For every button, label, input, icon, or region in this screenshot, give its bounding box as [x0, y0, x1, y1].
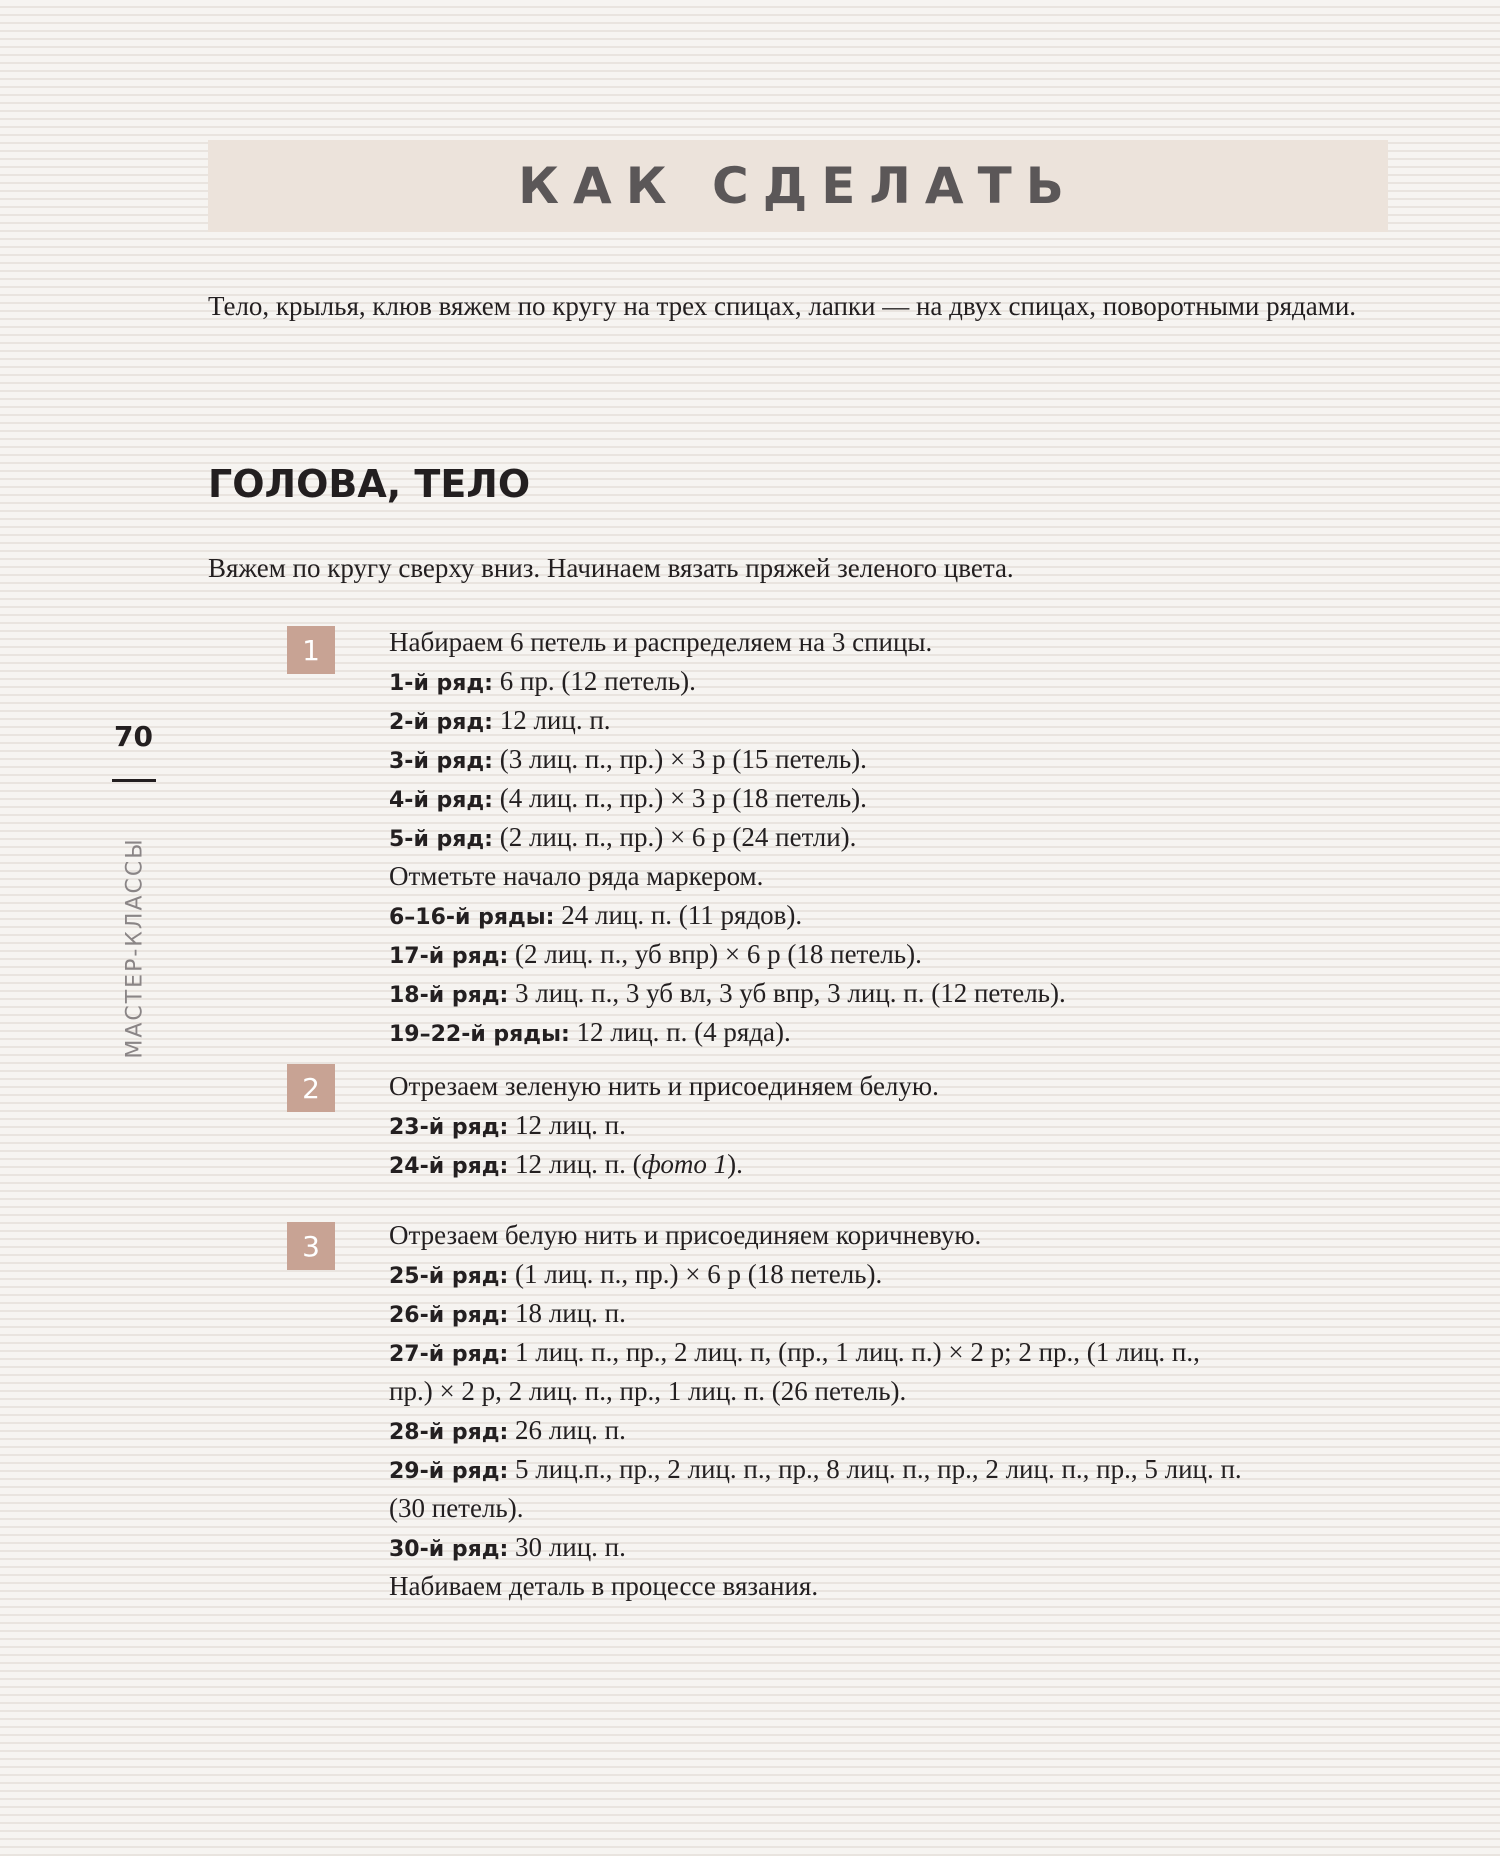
instruction-line [389, 858, 1389, 897]
row-label: 19–22-й ряды: [389, 1022, 570, 1047]
instruction-line [389, 1217, 1389, 1256]
instruction-line [389, 780, 1389, 819]
row-text: 12 лиц. п. [508, 1110, 626, 1140]
row-label: 17-й ряд: [389, 944, 509, 969]
step-number-badge: 3 [287, 1222, 335, 1270]
row-text: 12 лиц. п. (фото 1). [508, 1149, 743, 1179]
row-text: Набираем 6 петель и распределяем на 3 спицы. [389, 627, 933, 657]
instruction-line [389, 1256, 1389, 1295]
row-label: 26-й ряд: [389, 1303, 509, 1328]
instruction-line [389, 1107, 1389, 1146]
row-text: 1 лиц. п., пр., 2 лиц. п, (пр., 1 лиц. п.) × 2 р; 2 пр., (1 лиц. п., [508, 1337, 1200, 1367]
row-label: 2-й ряд: [389, 710, 493, 735]
row-label: 30-й ряд: [389, 1537, 509, 1562]
row-text: 30 лиц. п. [508, 1532, 626, 1562]
row-label: 4-й ряд: [389, 788, 493, 813]
row-text: (30 петель). [389, 1493, 524, 1523]
row-text: 3 лиц. п., 3 уб вл, 3 уб впр, 3 лиц. п. (12 петель). [508, 978, 1066, 1008]
title-banner [208, 140, 1388, 232]
step-number-badge: 1 [287, 626, 335, 674]
row-label: 3-й ряд: [389, 749, 493, 774]
instruction-line [389, 1451, 1389, 1490]
section-heading: ГОЛОВА, ТЕЛО [208, 462, 531, 506]
step-instructions [389, 1217, 1389, 1607]
page-number-rule [112, 779, 156, 782]
row-text: 18 лиц. п. [508, 1298, 626, 1328]
instruction-line [389, 1146, 1389, 1185]
page-number: 70 [114, 720, 153, 753]
row-text: пр.) × 2 р, 2 лиц. п., пр., 1 лиц. п. (26 петель). [389, 1376, 907, 1406]
instruction-line [389, 624, 1389, 663]
row-label: 5-й ряд: [389, 827, 493, 852]
row-text: (1 лиц. п., пр.) × 6 р (18 петель). [508, 1259, 883, 1289]
instruction-line [389, 1529, 1389, 1568]
page-title: КАК СДЕЛАТЬ [518, 157, 1078, 215]
step-instructions [389, 624, 1389, 1053]
row-text: 5 лиц.п., пр., 2 лиц. п., пр., 8 лиц. п., пр., 2 лиц. п., пр., 5 лиц. п. [508, 1454, 1242, 1484]
instruction-line [389, 1068, 1389, 1107]
instruction-line [389, 1014, 1389, 1053]
instruction-line [389, 702, 1389, 741]
instruction-line [389, 936, 1389, 975]
step-instructions [389, 1068, 1389, 1185]
running-section-label: МАСТЕР-КЛАССЫ [122, 837, 148, 1059]
row-text: 24 лиц. п. (11 рядов). [554, 900, 803, 930]
instruction-line [389, 1334, 1389, 1373]
instruction-line [389, 663, 1389, 702]
row-text: 6 пр. (12 петель). [492, 666, 696, 696]
row-label: 28-й ряд: [389, 1420, 509, 1445]
row-text: 26 лиц. п. [508, 1415, 626, 1445]
row-label: 24-й ряд: [389, 1154, 509, 1179]
instruction-line [389, 1373, 1389, 1412]
row-text: 12 лиц. п. (4 ряда). [569, 1017, 791, 1047]
intro-paragraph: Тело, крылья, клюв вяжем по кругу на трех спицах, лапки — на двух спицах, поворотными рядами. [208, 291, 1357, 321]
row-text: Отметьте начало ряда маркером. [389, 861, 764, 891]
instruction-line [389, 741, 1389, 780]
row-text: (2 лиц. п., пр.) × 6 р (24 петли). [492, 822, 857, 852]
row-text: 12 лиц. п. [492, 705, 611, 735]
instruction-line [389, 1295, 1389, 1334]
instruction-line [389, 1568, 1389, 1607]
step-number-badge: 2 [287, 1064, 335, 1112]
instruction-line [389, 975, 1389, 1014]
row-label: 6–16-й ряды: [389, 905, 555, 930]
row-text: Отрезаем зеленую нить и присоединяем белую. [389, 1071, 939, 1101]
row-label: 23-й ряд: [389, 1115, 509, 1140]
row-text: (2 лиц. п., уб впр) × 6 р (18 петель). [508, 939, 922, 969]
row-label: 1-й ряд: [389, 671, 493, 696]
row-text: (4 лиц. п., пр.) × 3 р (18 петель). [492, 783, 867, 813]
row-text: (3 лиц. п., пр.) × 3 р (15 петель). [492, 744, 867, 774]
instruction-line [389, 1490, 1389, 1529]
instruction-line [389, 897, 1389, 936]
section-intro: Вяжем по кругу сверху вниз. Начинаем вязать пряжей зеленого цвета. [208, 553, 1014, 583]
row-label: 25-й ряд: [389, 1264, 509, 1289]
row-label: 18-й ряд: [389, 983, 509, 1008]
row-label: 27-й ряд: [389, 1342, 509, 1367]
row-label: 29-й ряд: [389, 1459, 509, 1484]
row-text: Набиваем деталь в процессе вязания. [389, 1571, 819, 1601]
row-text: Отрезаем белую нить и присоединяем коричневую. [389, 1220, 982, 1250]
photo-reference: фото 1 [641, 1149, 728, 1179]
instruction-line [389, 819, 1389, 858]
instruction-line [389, 1412, 1389, 1451]
